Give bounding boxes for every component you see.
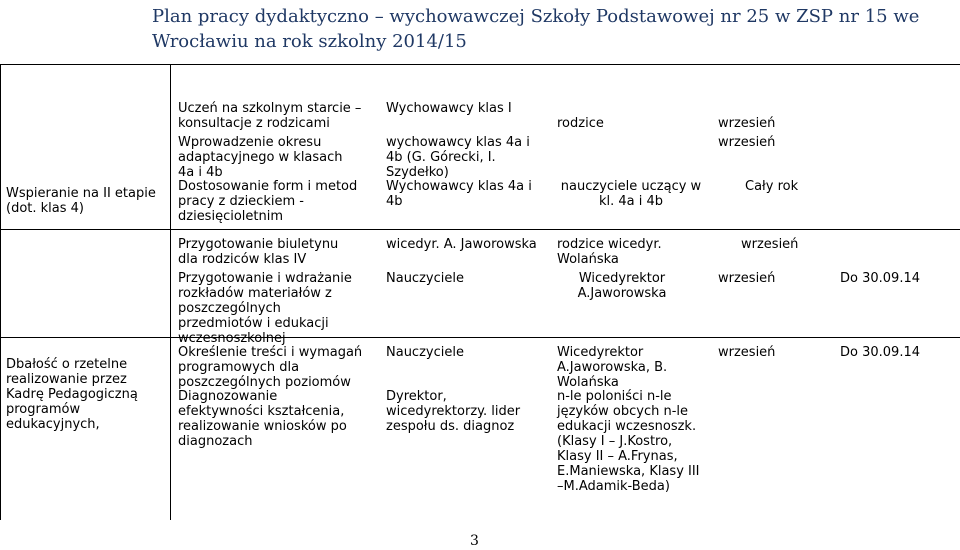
document-title: Plan pracy dydaktyczno – wychowawczej Szkoły Podstawowej nr 25 w ZSP nr 15 we Wrocławiu na rok szkolny 2014/15: [152, 6, 920, 52]
term-text: wrzesień: [718, 116, 776, 131]
task-text: Przygotowanie i wdrażanie rozkładów materiałów z poszczególnych przedmiotów i edukacji wczesnoszkolnej: [178, 271, 352, 346]
deadline-text: Do 30.09.14: [840, 271, 920, 286]
term-text: Cały rok: [745, 179, 799, 194]
participants-text: Wicedyrektor A.Jaworowska, B. Wolańska: [557, 345, 668, 390]
section-label: Dbałość o rzetelne realizowanie przez Kadrę Pedagogiczną programów edukacyjnych,: [6, 357, 138, 432]
participants-text: n-le poloniści n-le języków obcych n-le edukacji wczesnoszk. (Klasy I – J.Kostro, Klasy II – A.Frynas, E.Maniewska, Klasy III –M.Adamik-Beda): [557, 389, 700, 494]
column-divider: [170, 64, 171, 520]
task-text: Określenie treści i wymagań programowych dla poszczególnych poziomów: [178, 345, 363, 390]
responsible-text: Wychowawcy klas 4a i 4b: [386, 179, 532, 209]
page-number: 3: [470, 533, 479, 549]
responsible-text: Dyrektor, wicedyrektorzy. lider zespołu ds. diagnoz: [386, 389, 521, 434]
term-text: wrzesień: [718, 271, 776, 286]
term-text: wrzesień: [718, 345, 776, 360]
task-text: Dostosowanie form i metod pracy z dzieckiem - dziesięcioletnim: [178, 179, 358, 224]
row-divider: [0, 229, 170, 230]
responsible-text: Wychowawcy klas I: [386, 101, 512, 116]
section-label: Wspieranie na II etapie (dot. klas 4): [6, 186, 156, 216]
task-text: Przygotowanie biuletynu dla rodziców klas IV: [178, 237, 339, 267]
task-text: Diagnozowanie efektywności kształcenia, realizowanie wniosków po diagnozach: [178, 389, 347, 449]
row-divider: [170, 229, 960, 230]
responsible-text: Nauczyciele: [386, 271, 464, 286]
responsible-text: Nauczyciele: [386, 345, 464, 360]
table-border-top: [0, 64, 960, 65]
term-text: wrzesień: [741, 237, 799, 252]
task-text: Uczeń na szkolnym starcie – konsultacje z rodzicami: [178, 101, 362, 131]
participants-text: Wicedyrektor A.Jaworowska: [577, 271, 667, 301]
table-border-left: [0, 64, 1, 520]
participants-text: nauczyciele uczący w kl. 4a i 4b: [560, 179, 702, 209]
deadline-text: Do 30.09.14: [840, 345, 920, 360]
responsible-text: wicedyr. A. Jaworowska: [386, 237, 537, 252]
responsible-text: wychowawcy klas 4a i 4b (G. Górecki, I. Szydełko): [386, 135, 530, 180]
term-text: wrzesień: [718, 135, 776, 150]
participants-text: rodzice: [557, 116, 604, 131]
participants-text: rodzice wicedyr. Wolańska: [557, 237, 662, 267]
task-text: Wprowadzenie okresu adaptacyjnego w klasach 4a i 4b: [178, 135, 343, 180]
row-divider: [0, 337, 170, 338]
